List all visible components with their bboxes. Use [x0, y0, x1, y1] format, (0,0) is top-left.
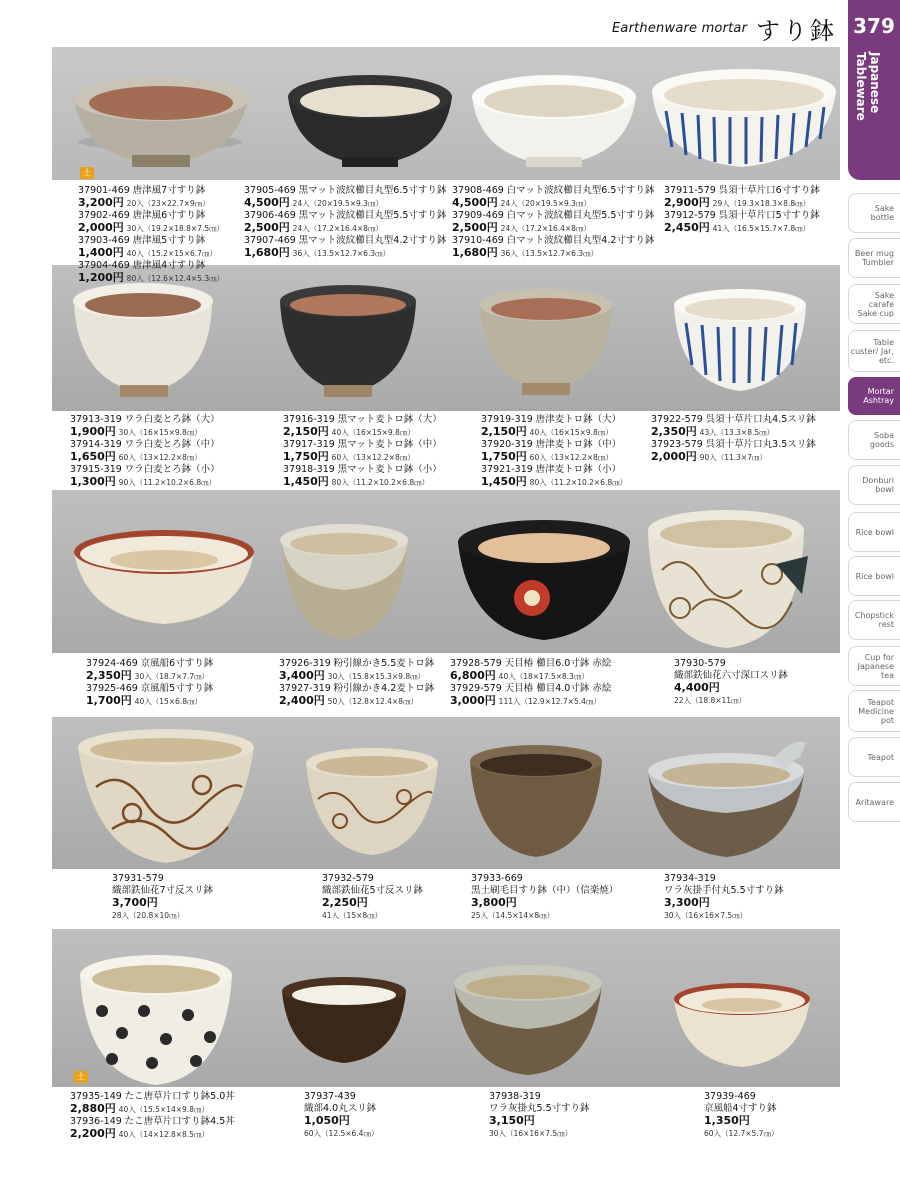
bowl-37932-image — [306, 748, 438, 855]
product-code: 37930-579 — [674, 658, 726, 669]
product-code: 37935-149 — [70, 1091, 122, 1102]
product-caption-group — [450, 658, 611, 708]
product-pack-size: 24入（20×19.5×9.3㎝） — [292, 199, 383, 208]
product-pack-size: 30入（18.7×7.7㎝） — [134, 672, 210, 681]
product-name: 唐津麦トロ鉢（中） — [535, 439, 622, 450]
product-name: 呉須十草片口丸4.5スリ鉢 — [705, 414, 816, 425]
product-price: 2,500円 — [452, 221, 498, 234]
product-pack-size: 80入（11.2×10.2×6.8㎝） — [331, 478, 430, 487]
product-price: 1,450円 — [481, 475, 527, 488]
product-name: ワラ灰掛手付丸5.5寸すり鉢 — [664, 885, 784, 896]
product-price: 1,750円 — [481, 450, 527, 463]
product-code: 37909-469 — [452, 210, 504, 221]
product-price: 1,450円 — [283, 475, 329, 488]
product-code: 37919-319 — [481, 414, 533, 425]
product-name: 呉須十草片口6寸すり鉢 — [718, 185, 820, 196]
photo-panel-2 — [52, 265, 840, 411]
bowl-37931-image — [78, 729, 254, 863]
product-code: 37907-469 — [244, 235, 296, 246]
product-name: 織部鉄仙花7寸反スリ鉢 — [112, 885, 214, 896]
bowl-37919-image — [480, 289, 612, 395]
product-name: 唐津風5寸すり鉢 — [132, 235, 206, 246]
bowl-37938-image — [454, 965, 602, 1075]
page-tab — [848, 0, 900, 180]
product-price: 1,680円 — [452, 246, 498, 259]
product-price: 1,350円 — [704, 1114, 750, 1127]
product-pack-size: 40入（15.2×15×6.7㎝） — [126, 249, 217, 258]
product-price: 6,800円 — [450, 669, 496, 682]
product-price: 2,250円 — [322, 896, 368, 909]
product-price: 2,400円 — [279, 694, 325, 707]
product-price: 1,400円 — [78, 246, 124, 259]
product-price: 4,400円 — [674, 681, 720, 694]
product-code: 37902-469 — [78, 210, 130, 221]
product-code: 37936-149 — [70, 1116, 122, 1127]
bowl-37911-image — [652, 69, 836, 167]
product-price: 3,800円 — [471, 896, 517, 909]
row2-photo — [52, 265, 840, 411]
bowl-37908-image — [472, 75, 636, 167]
side-tab-12[interactable]: Teapot Medicine pot — [848, 690, 900, 732]
side-tab-9[interactable]: Rice bowl — [848, 556, 900, 596]
product-caption-group — [322, 873, 423, 922]
product-name: 黒マット波紋櫛目丸型5.5寸すり鉢 — [298, 210, 447, 221]
side-tab-14[interactable]: Aritaware — [848, 782, 900, 822]
product-code: 37912-579 — [664, 210, 716, 221]
product-name: 黒マット麦トロ鉢（中） — [337, 439, 442, 450]
product-name: 呉須十草片口丸3.5スリ鉢 — [705, 439, 816, 450]
product-name: 白マット波紋櫛目丸型6.5寸すり鉢 — [506, 185, 655, 196]
product-name: 京風船6寸すり鉢 — [140, 658, 214, 669]
product-code: 37920-319 — [481, 439, 533, 450]
row1-photo — [52, 47, 840, 180]
product-pack-size: 30入（19.2×18.8×7.5㎝） — [126, 224, 225, 233]
bowl-37924-image — [74, 530, 254, 624]
product-price: 3,300円 — [664, 896, 710, 909]
product-pack-size: 60入（12.7×5.7㎝） — [704, 1129, 779, 1138]
product-price: 1,700円 — [86, 694, 132, 707]
product-name: ワラ白麦とろ鉢（小） — [124, 464, 220, 475]
product-name: 黒マット麦トロ鉢（小） — [337, 464, 442, 475]
product-name: 京風船4寸すり鉢 — [704, 1103, 777, 1114]
product-pack-size: 30入（16×16×7.5㎝） — [664, 911, 748, 920]
product-caption-group — [244, 185, 446, 260]
side-tab-1[interactable]: Sake bottle — [848, 193, 900, 233]
product-caption-group — [70, 414, 220, 489]
product-price: 1,900円 — [70, 425, 116, 438]
product-name: 天目椿 櫛目4.0寸鉢 赤絵 — [504, 683, 612, 694]
bowl-37905-image — [288, 75, 452, 167]
bowl-37926-image — [280, 524, 408, 640]
earth-mark-badge: 土 — [80, 167, 94, 179]
product-code: 37914-319 — [70, 439, 122, 450]
product-code: 37911-579 — [664, 185, 716, 196]
row3-photo — [52, 490, 840, 653]
product-code: 37901-469 — [78, 185, 130, 196]
product-price: 2,500円 — [244, 221, 290, 234]
product-name: 黒マット波紋櫛目丸型4.2寸すり鉢 — [298, 235, 447, 246]
page-number: 379 — [853, 14, 895, 38]
product-pack-size: 60入（13×12.2×8㎝） — [118, 453, 202, 462]
product-code: 37928-579 — [450, 658, 502, 669]
product-name: 織部鉄仙花5寸反スリ鉢 — [322, 885, 424, 896]
product-price: 2,350円 — [86, 669, 132, 682]
product-price: 2,000円 — [78, 221, 124, 234]
photo-panel-1 — [52, 47, 840, 180]
product-code: 37937-439 — [304, 1091, 356, 1102]
bowl-37928-image — [458, 520, 630, 640]
product-pack-size: 24入（20×19.5×9.3㎝） — [500, 199, 591, 208]
product-name: 唐津麦トロ鉢（小） — [535, 464, 622, 475]
product-pack-size: 24入（17.2×16.4×8㎝） — [500, 224, 591, 233]
side-tab-5[interactable]: Mortar Ashtray — [848, 377, 900, 415]
product-code: 37903-469 — [78, 235, 130, 246]
category-label: Japanese Tableware — [854, 52, 882, 121]
product-pack-size: 43入（13.3×8.5㎝） — [699, 428, 775, 437]
side-tab-10[interactable]: Chopstick rest — [848, 600, 900, 640]
product-caption-group — [78, 185, 224, 285]
earth-mark-badge: 土 — [74, 1071, 88, 1083]
product-pack-size: 80入（12.6×12.4×5.3㎝） — [126, 274, 225, 283]
product-pack-size: 41入（15×8㎝） — [322, 911, 383, 920]
product-pack-size: 40入（18×17.5×8.3㎝） — [498, 672, 589, 681]
header-english-title: Earthenware mortar — [612, 21, 748, 36]
product-pack-size: 30入（16×16×7.5㎝） — [489, 1129, 573, 1138]
product-price: 3,400円 — [279, 669, 325, 682]
product-price: 3,150円 — [489, 1114, 535, 1127]
product-name: 京風船5寸すり鉢 — [140, 683, 214, 694]
product-price: 2,350円 — [651, 425, 697, 438]
product-price: 1,750円 — [283, 450, 329, 463]
product-name: ワラ白麦とろ鉢（大） — [124, 414, 220, 425]
product-pack-size: 40入（15.5×14×9.8㎝） — [118, 1105, 209, 1114]
product-pack-size: 24入（17.2×16.4×8㎝） — [292, 224, 383, 233]
product-pack-size: 80入（11.2×10.2×6.8㎝） — [529, 478, 628, 487]
product-name: たこ唐草片口すり鉢4.5丼 — [124, 1116, 235, 1127]
product-pack-size: 40入（16×15×9.8㎝） — [331, 428, 415, 437]
product-code: 37932-579 — [322, 873, 374, 884]
product-caption-group — [112, 873, 213, 922]
bowl-37930-image — [648, 510, 808, 648]
product-code: 37918-319 — [283, 464, 335, 475]
product-pack-size: 40入（14×12.8×8.5㎝） — [118, 1130, 209, 1139]
product-pack-size: 28入（20.8×10㎝） — [112, 911, 185, 920]
side-tab-2[interactable]: Beer mug Tumbler — [848, 238, 900, 278]
product-pack-size: 25入（14.5×14×8㎝） — [471, 911, 555, 920]
product-code: 37923-579 — [651, 439, 703, 450]
product-code: 37906-469 — [244, 210, 296, 221]
bowl-37937-image — [282, 977, 406, 1063]
product-pack-size: 36入（13.5×12.7×6.3㎝） — [500, 249, 599, 258]
product-code: 37931-579 — [112, 873, 164, 884]
product-code: 37910-469 — [452, 235, 504, 246]
header-japanese-title: すり鉢 — [756, 17, 837, 45]
bowl-37935-image — [80, 955, 232, 1085]
product-price: 3,700円 — [112, 896, 158, 909]
bowl-37916-image — [280, 285, 416, 397]
product-pack-size: 40入（16×15×9.8㎝） — [529, 428, 613, 437]
side-tab-13[interactable]: Teapot — [848, 737, 900, 777]
product-caption-group — [489, 1091, 590, 1140]
product-caption-group — [674, 658, 788, 707]
product-caption-group — [471, 873, 618, 922]
product-caption-group — [704, 1091, 778, 1140]
product-pack-size: 29入（19.3×18.3×8.8㎝） — [712, 199, 811, 208]
product-pack-size: 40入（15×6.8㎝） — [134, 697, 202, 706]
product-code: 37916-319 — [283, 414, 335, 425]
product-caption-group — [481, 414, 627, 489]
product-pack-size: 30入（16×15×9.8㎝） — [118, 428, 202, 437]
product-pack-size: 90入（11.3×7㎝） — [699, 453, 767, 462]
product-price: 1,050円 — [304, 1114, 350, 1127]
product-price: 1,300円 — [70, 475, 116, 488]
product-caption-group — [651, 414, 816, 464]
product-code: 37929-579 — [450, 683, 502, 694]
photo-panel-4 — [52, 717, 840, 869]
product-pack-size: 111入（12.9×12.7×5.4㎝） — [498, 697, 601, 706]
product-code: 37908-469 — [452, 185, 504, 196]
product-pack-size: 60入（12.5×6.4㎝） — [304, 1129, 379, 1138]
product-pack-size: 36入（13.5×12.7×6.3㎝） — [292, 249, 391, 258]
bowl-37933-image — [470, 745, 602, 857]
side-tab-8[interactable]: Rice bowl — [848, 512, 900, 552]
product-caption-group — [279, 658, 434, 708]
bowl-37934-image — [648, 742, 806, 857]
product-code: 37925-469 — [86, 683, 138, 694]
product-name: 呉須十草片口5寸すり鉢 — [718, 210, 820, 221]
product-price: 1,650円 — [70, 450, 116, 463]
product-name: 唐津風4寸すり鉢 — [132, 260, 206, 271]
product-name: 唐津風6寸すり鉢 — [132, 210, 206, 221]
product-name: 織部4.0丸スリ鉢 — [304, 1103, 377, 1114]
product-pack-size: 20入（23×22.7×9㎝） — [126, 199, 210, 208]
product-code: 37938-319 — [489, 1091, 541, 1102]
product-pack-size: 90入（11.2×10.2×6.8㎝） — [118, 478, 217, 487]
product-code: 37922-579 — [651, 414, 703, 425]
product-name: 黒土刷毛目すり鉢（中）（信楽焼） — [471, 885, 619, 896]
product-pack-size: 41入（16.5×15.7×7.8㎝） — [712, 224, 811, 233]
product-code: 37913-319 — [70, 414, 122, 425]
side-tab-3[interactable]: Sake carafe Sake cup — [848, 284, 900, 324]
product-code: 37934-319 — [664, 873, 716, 884]
product-price: 3,000円 — [450, 694, 496, 707]
product-name: 白マット波紋櫛目丸型5.5寸すり鉢 — [506, 210, 655, 221]
product-pack-size: 60入（13×12.2×8㎝） — [529, 453, 613, 462]
product-name: 粉引線かき4.2麦トロ鉢 — [333, 683, 435, 694]
product-price: 2,900円 — [664, 196, 710, 209]
product-code: 37917-319 — [283, 439, 335, 450]
product-name: 唐津麦トロ鉢（大） — [535, 414, 622, 425]
side-tab-6[interactable]: Soba goods — [848, 420, 900, 460]
product-price: 2,150円 — [283, 425, 329, 438]
product-name: たこ唐草片口すり鉢5.0丼 — [124, 1091, 235, 1102]
product-price: 2,450円 — [664, 221, 710, 234]
product-price: 1,200円 — [78, 271, 124, 284]
product-code: 37933-669 — [471, 873, 523, 884]
product-name: 唐津風7寸すり鉢 — [132, 185, 206, 196]
side-tab-7[interactable]: Donburi bowl — [848, 465, 900, 505]
product-name: 粉引線かき5.5麦トロ鉢 — [333, 658, 435, 669]
product-name: 黒マット波紋櫛目丸型6.5寸すり鉢 — [298, 185, 447, 196]
product-caption-group — [304, 1091, 378, 1140]
product-pack-size: 30入（15.8×15.3×9.8㎝） — [327, 672, 426, 681]
product-name: 黒マット麦トロ鉢（大） — [337, 414, 442, 425]
product-caption-group — [70, 1091, 235, 1141]
product-code: 37927-319 — [279, 683, 331, 694]
product-price: 2,000円 — [651, 450, 697, 463]
product-code: 37915-319 — [70, 464, 122, 475]
photo-panel-5 — [52, 929, 840, 1087]
product-price: 2,200円 — [70, 1127, 116, 1140]
product-caption-group — [664, 185, 820, 235]
product-caption-group — [86, 658, 213, 708]
product-code: 37926-319 — [279, 658, 331, 669]
product-name: 織部鉄仙花六寸深口スリ鉢 — [674, 670, 789, 681]
product-code: 37939-469 — [704, 1091, 756, 1102]
product-pack-size: 60入（13×12.2×8㎝） — [331, 453, 415, 462]
product-code: 37904-469 — [78, 260, 130, 271]
product-price: 1,680円 — [244, 246, 290, 259]
bowl-37901-image — [74, 77, 248, 167]
photo-panel-3 — [52, 490, 840, 653]
bowl-37913-image — [73, 283, 213, 397]
product-price: 4,500円 — [452, 196, 498, 209]
product-price: 4,500円 — [244, 196, 290, 209]
product-name: ワラ灰掛丸5.5寸すり鉢 — [489, 1103, 590, 1114]
product-caption-group — [283, 414, 442, 489]
product-pack-size: 50入（12.8×12.4×8㎝） — [327, 697, 418, 706]
product-price: 2,150円 — [481, 425, 527, 438]
product-name: 白マット波紋櫛目丸型4.2寸すり鉢 — [506, 235, 655, 246]
side-tab-11[interactable]: Cup for Japanese tea — [848, 646, 900, 686]
product-name: 天目椿 櫛目6.0寸鉢 赤絵 — [504, 658, 612, 669]
product-name: ワラ白麦とろ鉢（中） — [124, 439, 220, 450]
side-tab-4[interactable]: Table custer/ Jar, etc. — [848, 330, 900, 372]
product-code: 37924-469 — [86, 658, 138, 669]
product-pack-size: 22入（18.8×11㎝） — [674, 696, 747, 705]
bowl-37922-image — [674, 289, 806, 391]
bowl-37939-image — [674, 983, 810, 1067]
product-code: 37905-469 — [244, 185, 296, 196]
row5-photo — [52, 929, 840, 1087]
product-caption-group — [664, 873, 784, 922]
product-price: 3,200円 — [78, 196, 124, 209]
product-caption-group — [452, 185, 654, 260]
product-price: 2,880円 — [70, 1102, 116, 1115]
row4-photo — [52, 717, 840, 869]
product-code: 37921-319 — [481, 464, 533, 475]
